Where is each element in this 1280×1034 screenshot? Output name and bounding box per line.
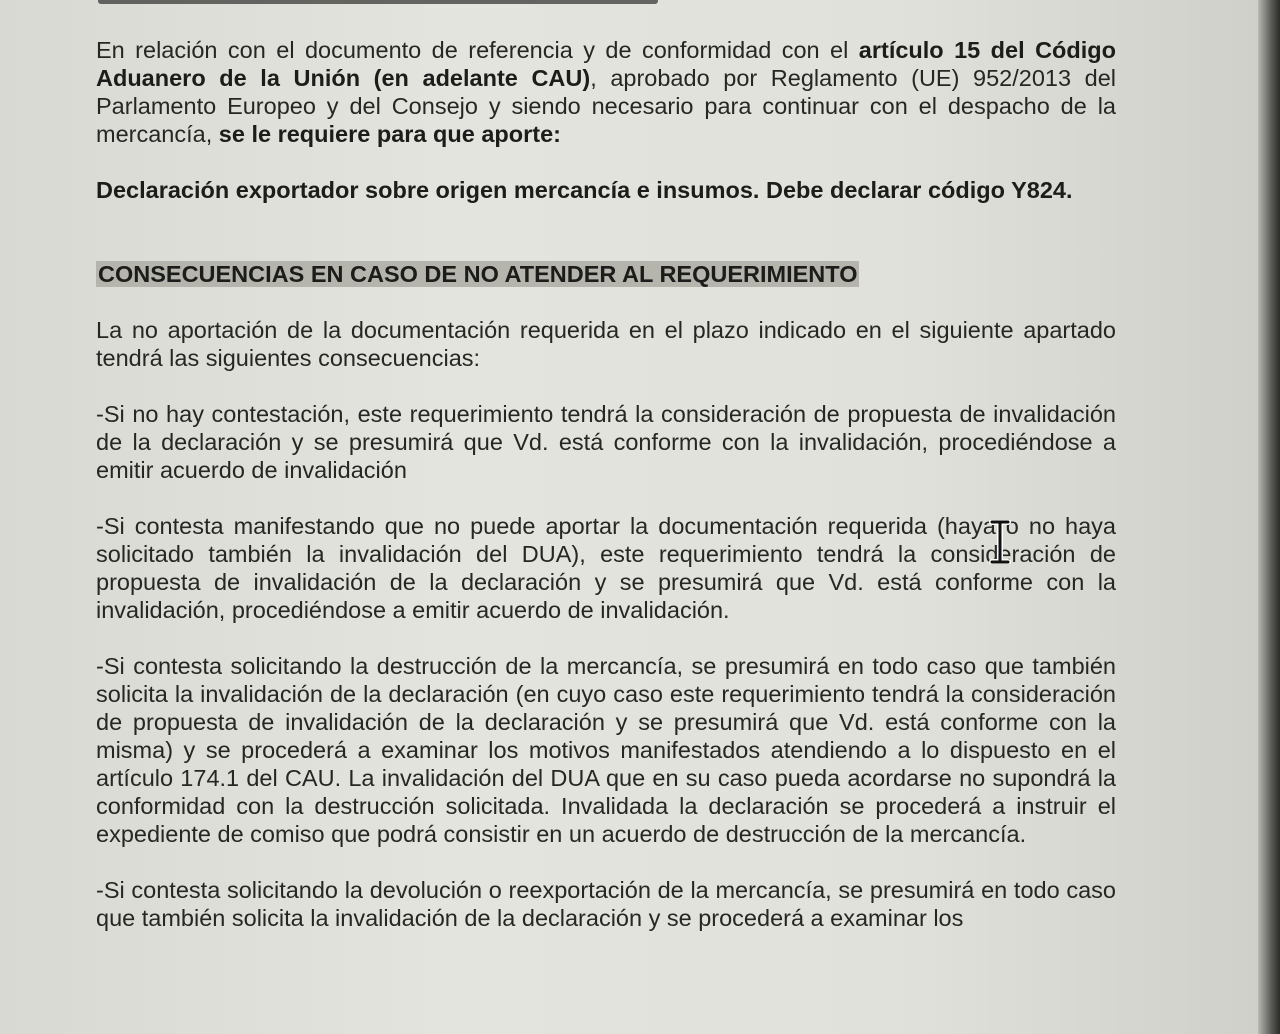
intro-text-1: En relación con el documento de referencia y de conformidad con el xyxy=(96,37,859,63)
consequences-intro: La no aportación de la documentación requerida en el plazo indicado en el siguiente apartado tendrá las siguientes consecuencias: xyxy=(96,317,1116,371)
intro-text-2: , aprobado por Reglamento (UE) 952/2013 del Parlamento Europeo y del Consejo y siendo necesario para continuar con el despacho de la mercancía, xyxy=(96,65,1116,147)
consequences-heading xyxy=(96,260,1116,288)
consequence-item-1: -Si no hay contestación, este requerimiento tendrá la consideración de propuesta de invalidación de la declaración y se presumirá que Vd. está conforme con la invalidación, procediéndose a emitir acuerdo de invalidación xyxy=(96,401,1116,483)
requirement-paragraph xyxy=(96,176,1116,204)
page-edge-shadow xyxy=(1258,0,1280,1034)
consequence-item-3: -Si contesta solicitando la destrucción de la mercancía, se presumirá en todo caso que también solicita la invalidación de la declaración (en cuyo caso este requerimiento tendrá la consideración de propuesta de invalidación de la declaración y se presumirá que Vd. está conforme con la misma) y se procederá a examinar los motivos manifestados atendiendo a lo dispuesto en el artículo 174.1 del CAU. La invalidación del DUA que en su caso pueda acordarse no supondrá la conformidad con la destrucción solicitada. Invalidada la declaración se procederá a instruir el expediente de comiso que podrá consistir en un acuerdo de destrucción de la mercancía. xyxy=(96,653,1116,847)
intro-bold-article: artículo 15 del Código Aduanero de la Unión (en adelante CAU) xyxy=(96,37,1116,91)
consequence-item-4: -Si contesta solicitando la devolución o reexportación de la mercancía, se presumirá en todo caso que también solicita la invalidación de la declaración y se procederá a examinar los xyxy=(96,877,1116,931)
intro-paragraph xyxy=(96,36,1116,148)
document-body xyxy=(96,36,1116,960)
intro-bold-request: se le requiere para que aporte: xyxy=(218,121,561,147)
consequence-item-2: -Si contesta manifestando que no puede aportar la documentación requerida (haya o no haya solicitado también la invalidación del DUA), este requerimiento tendrá la consideración de propuesta de invalidación de la declaración y se presumirá que Vd. está conforme con la invalidación, procediéndose a emitir acuerdo de invalidación. xyxy=(96,513,1116,623)
requirement-text: Declaración exportador sobre origen mercancía e insumos. Debe declarar código Y824. xyxy=(96,177,1073,203)
consequences-heading-text: CONSECUENCIAS EN CASO DE NO ATENDER AL REQUERIMIENTO xyxy=(98,261,858,287)
cut-off-top-line xyxy=(98,0,658,4)
text-cursor-icon xyxy=(988,520,1012,564)
